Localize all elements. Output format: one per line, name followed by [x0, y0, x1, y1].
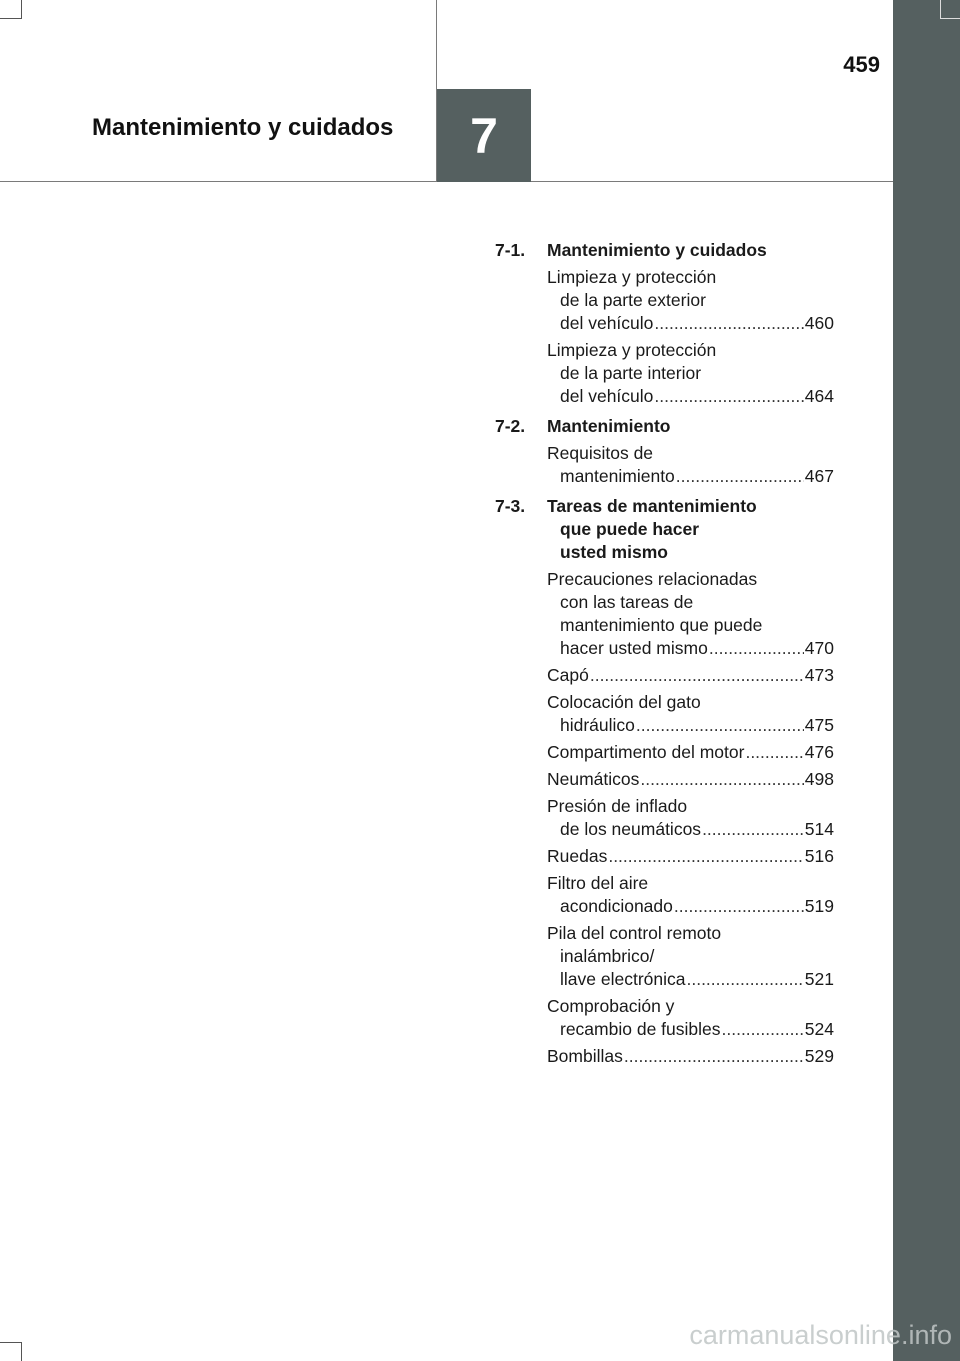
toc-entry[interactable] — [547, 442, 834, 488]
dot-leader — [654, 385, 803, 408]
toc-entry-text: de los neumáticos — [560, 819, 702, 839]
chapter-side-tab — [893, 0, 960, 1361]
dot-leader — [674, 895, 804, 918]
toc-entry-text: Bombillas — [547, 1046, 623, 1066]
toc-entry[interactable] — [547, 795, 834, 841]
dot-leader — [608, 845, 803, 868]
dot-leader — [590, 664, 804, 687]
toc-entry-text: Filtro del aire — [547, 873, 649, 893]
toc-entry-line — [547, 845, 834, 868]
toc-entry-text: acondicionado — [560, 896, 673, 916]
toc-page-number: 467 — [804, 466, 834, 486]
toc-entry-text: Ruedas — [547, 846, 608, 866]
toc-entry-line — [547, 637, 834, 660]
section-number: 7-3. — [495, 496, 526, 516]
toc-entry-text: inalámbrico/ — [560, 946, 655, 966]
toc-entry-text: Pila del control remoto — [547, 923, 722, 943]
dot-leader — [636, 714, 804, 737]
toc-entry-line — [547, 768, 834, 791]
toc-entry-text: Neumáticos — [547, 769, 640, 789]
section-heading[interactable] — [495, 495, 834, 564]
toc-entry-text: Requisitos de — [547, 443, 654, 463]
toc-entry-text: de la parte exterior — [560, 290, 706, 310]
toc-page-number: 460 — [804, 313, 834, 333]
toc-entry-line — [547, 922, 834, 945]
crop-mark-top-left-v — [21, 0, 22, 19]
toc-entry-line — [547, 895, 834, 918]
dot-leader — [722, 1018, 804, 1041]
chapter-title: Mantenimiento y cuidados — [92, 114, 394, 141]
toc-entry-text: Compartimento del motor — [547, 742, 745, 762]
dot-leader — [686, 968, 803, 991]
toc-entry-line — [547, 872, 834, 895]
toc-entry-text: del vehículo — [560, 313, 654, 333]
toc-entry-line — [547, 664, 834, 687]
section-title-line: Tareas de mantenimiento — [547, 496, 757, 516]
toc-entry-line — [547, 945, 834, 968]
dot-leader — [654, 312, 803, 335]
toc-page-number: 475 — [804, 715, 834, 735]
toc-entry-line — [547, 1045, 834, 1068]
toc-entry-text: Capó — [547, 665, 589, 685]
toc-page-number: 476 — [804, 742, 834, 762]
toc-entry[interactable] — [547, 266, 834, 335]
section-title — [547, 415, 834, 438]
toc-entry-line — [547, 614, 834, 637]
toc-entry[interactable] — [547, 741, 834, 764]
toc-entry-text: Precauciones relacionadas — [547, 569, 758, 589]
toc-entry[interactable] — [547, 664, 834, 687]
table-of-contents — [495, 239, 834, 1075]
section-title-line: Mantenimiento y cuidados — [547, 240, 767, 260]
toc-entry[interactable] — [547, 922, 834, 991]
toc-section — [495, 415, 834, 488]
toc-entry-text: hidráulico — [560, 715, 635, 735]
toc-entry-line — [547, 591, 834, 614]
toc-page-number: 498 — [804, 769, 834, 789]
toc-entry-text: llave electrónica — [560, 969, 686, 989]
toc-entry-text: Presión de inflado — [547, 796, 688, 816]
watermark: carmanualsonline.info — [689, 1320, 952, 1350]
page-number: 459 — [843, 52, 880, 77]
toc-entry-text: Colocación del gato — [547, 692, 701, 712]
section-title — [547, 495, 834, 564]
crop-mark-bottom-left-v — [21, 1342, 22, 1361]
section-title-line: Mantenimiento — [547, 416, 671, 436]
toc-entry-text: con las tareas de — [560, 592, 694, 612]
toc-entry-line — [547, 266, 834, 289]
toc-entry-line — [547, 289, 834, 312]
toc-entry-line — [547, 568, 834, 591]
toc-entry-line — [547, 385, 834, 408]
toc-page-number: 516 — [804, 846, 834, 866]
toc-page-number: 519 — [804, 896, 834, 916]
toc-page-number: 470 — [804, 638, 834, 658]
toc-entry-text: Limpieza y protección — [547, 267, 717, 287]
toc-page-number: 529 — [804, 1046, 834, 1066]
toc-entry[interactable] — [547, 768, 834, 791]
toc-entry[interactable] — [547, 995, 834, 1041]
section-number: 7-2. — [495, 416, 526, 436]
section-title-line: que puede hacer — [560, 519, 700, 539]
toc-entry[interactable] — [547, 568, 834, 660]
toc-entry[interactable] — [547, 845, 834, 868]
toc-entry[interactable] — [547, 872, 834, 918]
section-heading[interactable] — [495, 415, 834, 438]
toc-section — [495, 239, 834, 408]
dot-leader — [624, 1045, 804, 1068]
crop-mark-top-right — [940, 18, 960, 19]
dot-leader — [745, 741, 803, 764]
toc-entry-line — [547, 741, 834, 764]
toc-entry-line — [547, 995, 834, 1018]
toc-entry-line — [547, 312, 834, 335]
toc-entry-line — [547, 465, 834, 488]
toc-entry-text: hacer usted mismo — [560, 638, 708, 658]
toc-entry[interactable] — [547, 691, 834, 737]
toc-entry[interactable] — [547, 1045, 834, 1068]
section-title-line: usted mismo — [560, 542, 668, 562]
toc-entry-line — [547, 968, 834, 991]
section-heading[interactable] — [495, 239, 834, 262]
toc-section — [495, 495, 834, 1068]
toc-page-number: 524 — [804, 1019, 834, 1039]
toc-entry-text: mantenimiento que puede — [560, 615, 763, 635]
crop-mark-top-right-v — [940, 0, 941, 19]
dot-leader — [640, 768, 803, 791]
section-title — [547, 239, 834, 262]
toc-page-number: 464 — [804, 386, 834, 406]
toc-entry-line — [547, 714, 834, 737]
toc-page-number: 514 — [804, 819, 834, 839]
dot-leader — [676, 465, 804, 488]
dot-leader — [709, 637, 804, 660]
toc-entry-line — [547, 818, 834, 841]
toc-entry-text: del vehículo — [560, 386, 654, 406]
toc-entry-line — [547, 795, 834, 818]
chapter-number-box: 7 — [437, 89, 531, 182]
toc-entry-text: mantenimiento — [560, 466, 675, 486]
toc-entry-line — [547, 442, 834, 465]
crop-mark-top-left — [0, 18, 22, 19]
toc-entry-line — [547, 362, 834, 385]
dot-leader — [702, 818, 804, 841]
toc-page-number: 521 — [804, 969, 834, 989]
toc-entry-line — [547, 339, 834, 362]
crop-mark-bottom-left — [0, 1342, 22, 1343]
toc-entry-line — [547, 691, 834, 714]
toc-entry-text: Comprobación y — [547, 996, 675, 1016]
toc-entry[interactable] — [547, 339, 834, 408]
toc-entry-text: de la parte interior — [560, 363, 702, 383]
toc-entry-text: Limpieza y protección — [547, 340, 717, 360]
toc-entry-line — [547, 1018, 834, 1041]
toc-entry-text: recambio de fusibles — [560, 1019, 721, 1039]
toc-page-number: 473 — [804, 665, 834, 685]
section-number: 7-1. — [495, 240, 526, 260]
